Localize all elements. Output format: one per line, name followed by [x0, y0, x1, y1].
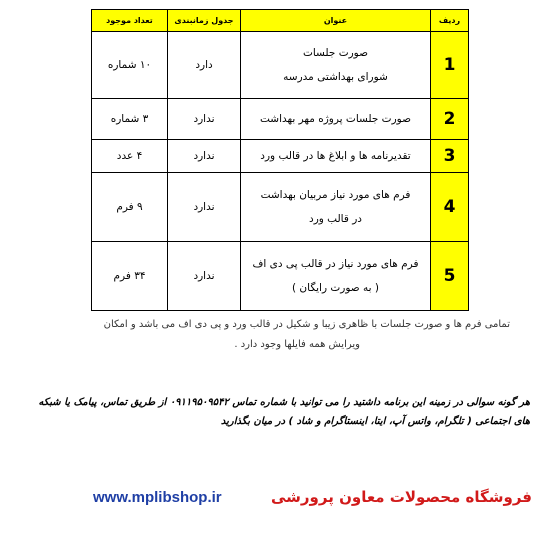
shop-name: فروشگاه محصولات معاون پرورشی [271, 488, 532, 506]
contact-line: های اجتماعی ( تلگرام، واتس آپ، ایتا، اینستاگرام و شاد ) در میان بگذارید [220, 416, 530, 427]
table-row [92, 32, 469, 99]
row-schedule: دارد [168, 32, 241, 99]
row-count: ۱۰ شماره [92, 32, 168, 99]
table-row [92, 242, 469, 311]
row-title-line: شورای بهداشتی مدرسه [283, 71, 388, 83]
contact-line: هر گونه سوالی در زمینه این برنامه داشتید را می توانید با شماره تماس ۰۹۱۱۹۵۰۹۵۴۲ از طریق تماس، پیامک یا شبکه [38, 397, 530, 408]
row-number: 5 [431, 242, 469, 311]
header-row-number: ردیف [431, 10, 469, 32]
website-link[interactable]: www.mplibshop.ir [93, 489, 222, 506]
row-schedule: ندارد [168, 242, 241, 311]
row-title [241, 32, 431, 99]
row-title-line: تقدیرنامه ها و ابلاغ ها در قالب ورد [260, 150, 411, 162]
row-schedule: ندارد [168, 173, 241, 242]
header-title: عنوان [241, 10, 431, 32]
header-count: تعداد موجود [92, 10, 168, 32]
note-line: تمامی فرم ها و صورت جلسات با ظاهری زیبا و شکیل در قالب ورد و پی دی اف می باشد و امکان [103, 319, 510, 330]
row-number: 2 [431, 99, 469, 140]
table-row [92, 99, 469, 140]
table-header-row [92, 10, 469, 32]
row-schedule: ندارد [168, 99, 241, 140]
row-schedule: ندارد [168, 140, 241, 173]
row-number: 3 [431, 140, 469, 173]
row-title [241, 99, 431, 140]
row-title-line: صورت جلسات پروژه مهر بهداشت [260, 113, 411, 125]
row-number: 1 [431, 32, 469, 99]
row-count: ۴ عدد [92, 140, 168, 173]
row-title-line: فرم های مورد نیاز در قالب پی دی اف [252, 258, 419, 270]
row-title [241, 140, 431, 173]
row-count: ۳ شماره [92, 99, 168, 140]
table-row [92, 140, 469, 173]
note-line: ویرایش همه فایلها وجود دارد . [234, 339, 360, 350]
items-table [91, 9, 469, 311]
description-note [10, 315, 510, 355]
contact-info [22, 393, 530, 431]
header-schedule: جدول زمانبندی [168, 10, 241, 32]
row-title-line: صورت جلسات [302, 47, 369, 59]
row-count: ۹ فرم [92, 173, 168, 242]
row-count: ۳۴ فرم [92, 242, 168, 311]
row-title [241, 173, 431, 242]
row-number: 4 [431, 173, 469, 242]
row-title-line: ( به صورت رایگان ) [291, 282, 379, 294]
row-title-line: در قالب ورد [309, 213, 362, 225]
row-title [241, 242, 431, 311]
row-title-line: فرم های مورد نیاز مربیان بهداشت [260, 189, 411, 201]
table-row [92, 173, 469, 242]
